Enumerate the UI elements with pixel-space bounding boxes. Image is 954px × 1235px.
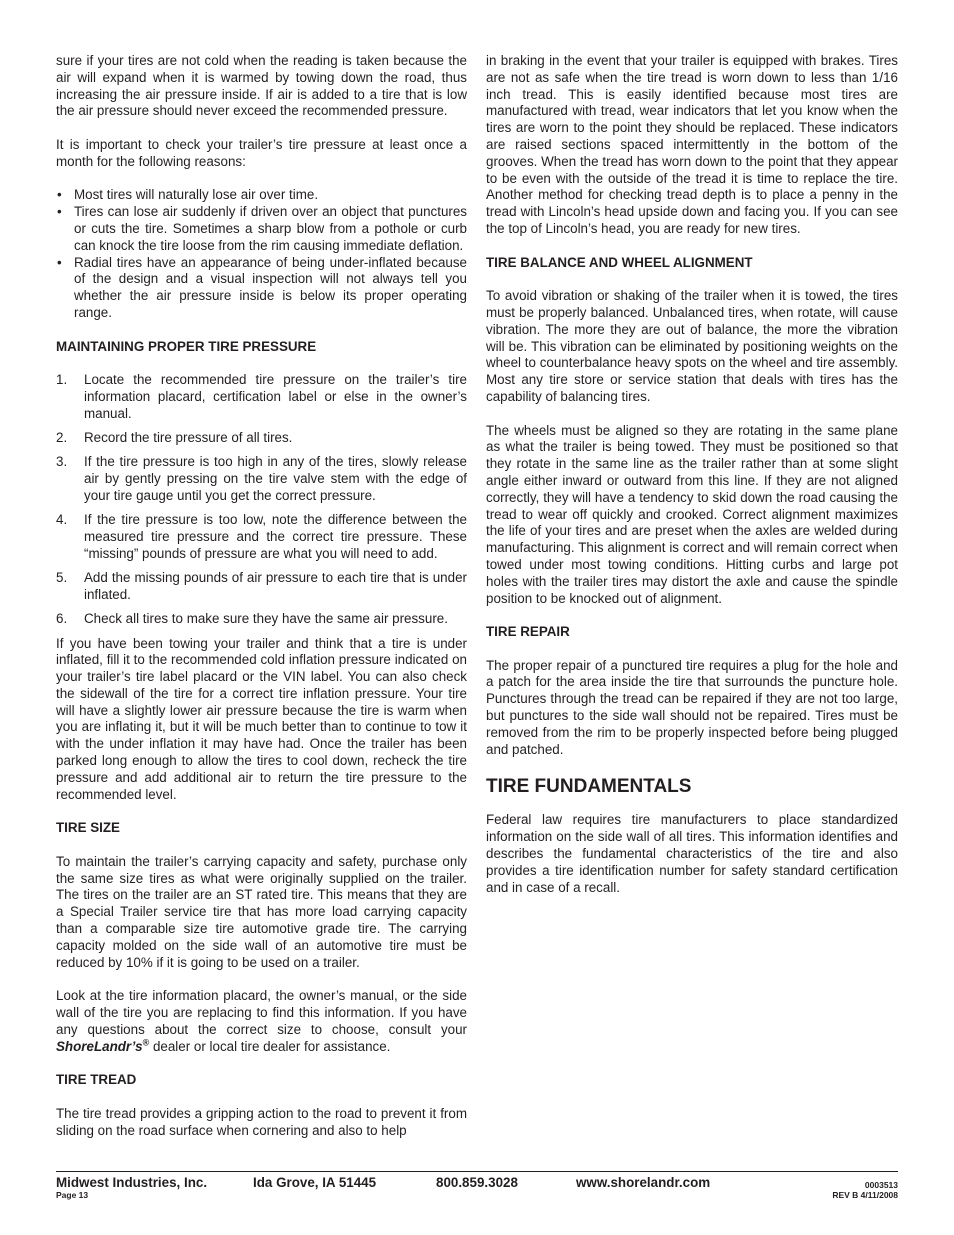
footer-revision: REV B 4/11/2008 [832, 1190, 898, 1200]
step-item [56, 611, 467, 628]
heading-tire-repair: TIRE REPAIR [486, 624, 570, 640]
footer-company: Midwest Industries, Inc. [56, 1175, 208, 1190]
step-number: 4. [56, 512, 68, 528]
footer-website: www.shorelandr.com [576, 1175, 711, 1190]
reason-item: • Radial tires have an appearance of being under-inflated because of the design and a visual inspection will not always tell you whether the air pressure inside is below its proper operating range. [56, 255, 467, 322]
step-item [56, 512, 467, 562]
reasons-list [56, 187, 467, 321]
paragraph-repair: The proper repair of a punctured tire requires a plug for the hole and a patch for the area inside the tire that surrounds the puncture hole. Punctures through the tread can be repaired if they are not too large, but punctures to the side wall should not be repaired. Tires must be removed from the rim to be properly inspected before being plugged and patched. [486, 657, 898, 757]
step-text: Check all tires to make sure they have the same air pressure. [84, 611, 448, 627]
footer-page-number: Page 13 [56, 1190, 89, 1200]
heading-tire-tread: TIRE TREAD [56, 1072, 137, 1088]
step-item [56, 570, 467, 604]
page-footer [56, 1175, 898, 1205]
step-text: If the tire pressure is too low, note the difference between the measured tire pressure and the correct tire pressure. These “missing” pounds of pressure are what you will need to add. [84, 512, 467, 561]
placard-text-end: dealer or local tire dealer for assistance. [152, 1038, 391, 1054]
left-column [56, 53, 467, 1139]
heading-maintaining-pressure: MAINTAINING PROPER TIRE PRESSURE [56, 338, 317, 354]
step-text: Add the missing pounds of air pressure to each tire that is under inflated. [84, 570, 467, 602]
step-number: 5. [56, 570, 68, 586]
footer-city: Ida Grove, IA 51445 [253, 1175, 377, 1190]
paragraph-cold-tires: sure if your tires are not cold when the reading is taken because the air will expand when it is warmed by towing down the road, thus increasing the air pressure inside. If air is added to a tire that is low the air pressure should never exceed the recommended pressure. [56, 53, 467, 119]
step-number: 3. [56, 454, 68, 470]
right-column [486, 53, 898, 896]
step-text: Locate the recommended tire pressure on the trailer’s tire information placard, certification label or else in the owner’s manual. [84, 372, 467, 421]
paragraph-tread-gripping: The tire tread provides a gripping action to the road to prevent it from sliding on the road surface when cornering and also to help [56, 1105, 467, 1138]
paragraph-under-inflated: If you have been towing your trailer and think that a tire is under inflated, fill it to the recommended cold inflation pressure indicated on your trailer’s tire label placard or the VIN label. You can also check the sidewall of the tire for a correct tire inflation pressure. Your tire will have a slightly lower air pressure because the tire is warm when you are inflating it, but it will be much better than to continue to tow it with the under inflation it may have had. Once the trailer has been parked long enough to allow the tires to cool down, recheck the tire pressure and add additional air to return the tire pressure to the recommended level. [56, 635, 467, 802]
reason-item: • Most tires will naturally lose air over time. [56, 187, 467, 204]
brand-name: ShoreLandr’s [56, 1038, 143, 1054]
step-text: If the tire pressure is too high in any of the tires, slowly release air by gently pressing on the tire valve stem with the edge of your tire gauge until you get the correct pressure. [84, 454, 467, 503]
paragraph-carrying-capacity: To maintain the trailer’s carrying capacity and safety, purchase only the same size tires as what were originally supplied on the trailer. The tires on the trailer are an ST rated tire. This means that they are a Special Trailer service tire that has more load carrying capacity than a comparable size tire automotive grade tire. The carrying capacity molded on the side wall of an automotive tire must be reduced by 10% if it is going to be used on a trailer. [56, 853, 467, 970]
step-text: Record the tire pressure of all tires. [84, 430, 293, 446]
paragraph-check-monthly: It is important to check your trailer’s tire pressure at least once a month for the following reasons: [56, 136, 467, 169]
step-number: 6. [56, 611, 68, 627]
registered-mark: ® [142, 1037, 150, 1048]
paragraph-tire-placard [56, 988, 467, 1055]
step-number: 2. [56, 430, 68, 446]
heading-balance-alignment: TIRE BALANCE AND WHEEL ALIGNMENT [486, 254, 753, 270]
paragraph-balance: To avoid vibration or shaking of the trailer when it is towed, the tires must be properly balanced. Unbalanced tires, when rotate, will cause vibration. The more they are out of balance, the more the vibration will be. This vibration can be eliminated by positioning weights on the wheel to counterbalance heavy spots on the wheel and tire assembly. Most any tire store or service station that deals with tires has the capability of balancing tires. [486, 288, 898, 404]
placard-text-start: Look at the tire information placard, the owner’s manual, or the side wall of the tire you are replacing to find this information. If you have any questions about the correct size to choose, consult your [56, 988, 467, 1037]
heading-tire-fundamentals: TIRE FUNDAMENTALS [486, 776, 692, 798]
paragraph-alignment: The wheels must be aligned so they are rotating in the same plane as what the trailer is being towed. They must be positioned so that they rotate in the same line as the trailer rather than at some slight angle either inward or outward from this line. If they are not aligned correctly, they will have a tendency to skid down the road causing the tread to wear off quickly and crooked. Correct alignment maximizes the life of your tires and are preset when the axles are welded during manufacturing. This alignment is correct and will remain correct when towed under most towing conditions. Hitting curbs and large pot holes with the trailer tires may distort the axle and cause the spindle position to be knocked out of alignment. [486, 422, 898, 606]
steps-list [56, 372, 467, 628]
heading-tire-size: TIRE SIZE [56, 820, 120, 836]
step-item [56, 372, 467, 422]
paragraph-federal-law: Federal law requires tire manufacturers to place standardized information on the side wall of all tires. This information identifies and describes the fundamental characteristics of the tire and also provides a tire identification number for safety standard certification and in case of a recall. [486, 812, 898, 895]
footer-divider [56, 1171, 898, 1172]
footer-doc-number: 0003513 [864, 1180, 898, 1190]
step-item [56, 430, 467, 447]
step-number: 1. [56, 372, 68, 388]
step-item [56, 454, 467, 504]
paragraph-tread-depth: in braking in the event that your trailer is equipped with brakes. Tires are not as safe when the tire tread is worn down to less than 1/16 inch tread. This is easily identified because most tires are manufactured with tread, wear indicators that let you know when the tires are worn to the point they should be replaced. These indicators are raised sections spaced intermittently in the bottom of the grooves. When the tread has worn down to the point that they appear to be even with the outside of the tread it is time to replace the tire. Another method for checking tread depth is to place a penny in the tread with Lincoln’s head upside down and facing you. If you can see the top of Lincoln’s head, you are ready for new tires. [486, 53, 898, 236]
footer-phone: 800.859.3028 [436, 1175, 518, 1190]
reason-item: • Tires can lose air suddenly if driven over an object that punctures or cuts the tire. Sometimes a sharp blow from a pothole or curb can knock the tire loose from the rim causing immediate deflation. [56, 204, 467, 254]
